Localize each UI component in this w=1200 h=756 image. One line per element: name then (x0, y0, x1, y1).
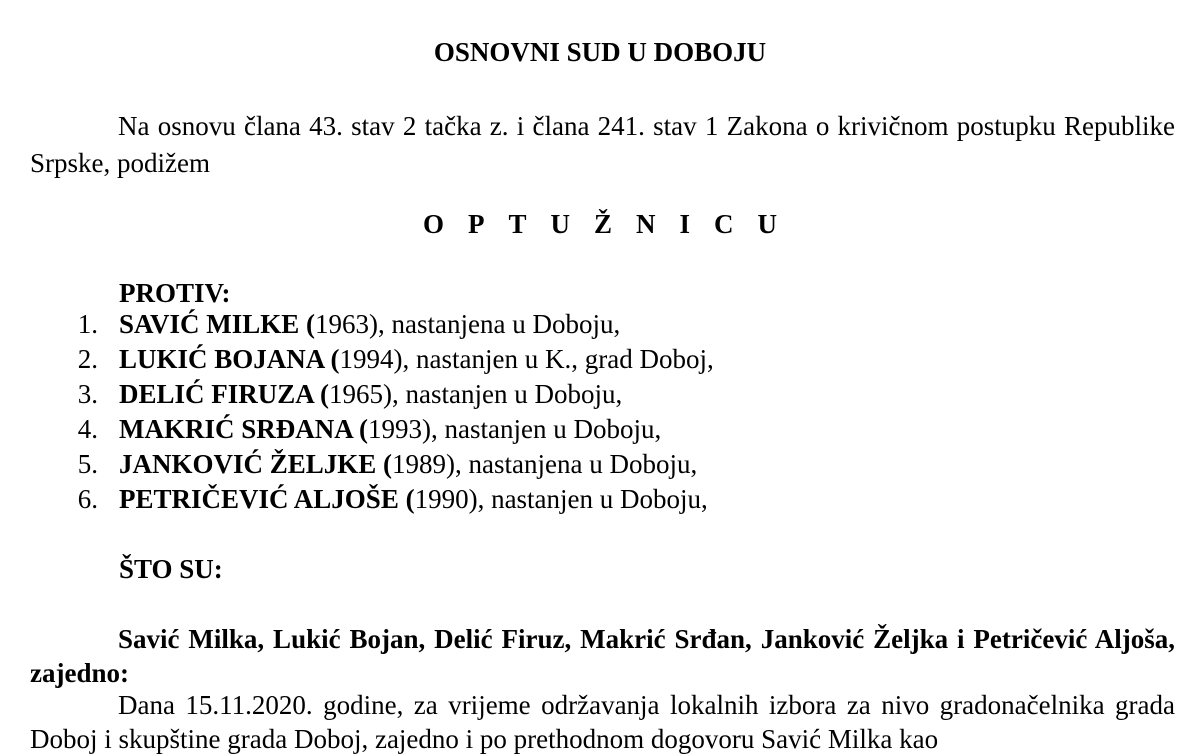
charges-label: ŠTO SU: (119, 554, 223, 584)
defendant-name: MAKRIĆ SRĐANA ( (119, 414, 368, 444)
list-number: 2. (77, 344, 98, 374)
list-number: 4. (77, 414, 98, 444)
defendant-name: PETRIČEVIĆ ALJOŠE ( (119, 484, 415, 514)
defendant-details: 1990), nastanjen u Doboju, (414, 484, 708, 514)
list-number: 5. (77, 449, 98, 479)
defendant-details: 1989), nastanjena u Doboju, (392, 449, 698, 479)
defendant-details: 1965), nastanjen u Doboju, (329, 379, 623, 409)
court-name: OSNOVNI SUD U DOBOJU (433, 37, 767, 67)
list-number: 1. (77, 309, 98, 339)
defendant-name: SAVIĆ MILKE ( (119, 309, 316, 339)
against-label: PROTIV: (119, 278, 231, 308)
defendant-details: 1963), nastanjena u Doboju, (315, 309, 621, 339)
defendant-name: JANKOVIĆ ŽELJKE ( (119, 449, 393, 479)
defendant-name: LUKIĆ BOJANA ( (119, 344, 340, 374)
defendant-details: 1993), nastanjen u Doboju, (368, 414, 662, 444)
intro-paragraph: Na osnovu člana 43. stav 2 tačka z. i člana 241. stav 1 Zakona o krivičnom postupku Republike Srpske, podižem (30, 111, 1175, 178)
list-number: 6. (77, 484, 98, 514)
defendant-name: DELIĆ FIRUZA ( (119, 379, 330, 409)
list-number: 3. (77, 379, 98, 409)
body-paragraph: Dana 15.11.2020. godine, za vrijeme održavanja lokalnih izbora za nivo gradonačelnika grada Doboj i skupštine grada Doboj, zajedno i po prethodnom dogovoru Savić Milka kao (30, 690, 1175, 754)
defendant-details: 1994), nastanjen u K., grad Doboj, (339, 344, 714, 374)
defendants-together: Savić Milka, Lukić Bojan, Delić Firuz, Makrić Srđan, Janković Željka i Petričević Aljoša, zajedno: (30, 624, 1175, 688)
indictment-heading: OPTUŽNICU (422, 209, 801, 239)
